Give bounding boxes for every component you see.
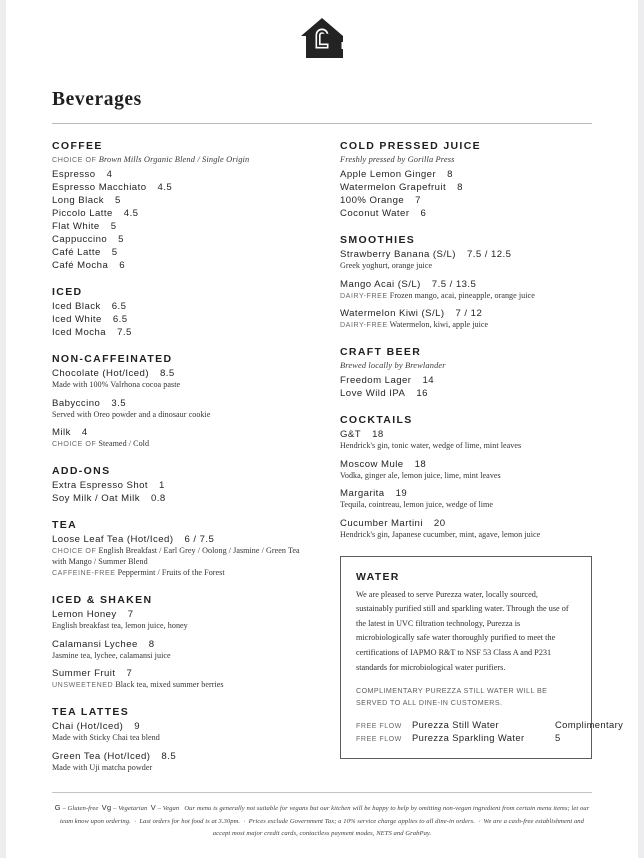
- menu-item-price: 8.5: [159, 368, 175, 379]
- section-title: CRAFT BEER: [340, 346, 422, 359]
- right-column: [322, 140, 624, 759]
- footer-key-vg: Vg: [101, 803, 112, 813]
- menu-item: [52, 260, 304, 271]
- menu-section-tea-lattes: [52, 706, 304, 773]
- section-subtitle-text: Brown Mills Organic Blend / Single Origin: [98, 155, 250, 164]
- section-subtitle: [340, 361, 592, 370]
- menu-item-description: [340, 530, 592, 541]
- menu-item-description-text: Hendrick's gin, tonic water, wedge of lime, mint leaves: [340, 441, 522, 451]
- menu-item-line: [52, 301, 304, 312]
- menu-item: [52, 639, 304, 662]
- section-subtitle: [52, 155, 304, 164]
- menu-item-name: Calamansi Lychee: [52, 638, 138, 650]
- menu-item: [340, 169, 592, 180]
- section-title: COLD PRESSED JUICE: [340, 140, 481, 152]
- menu-item: [340, 488, 592, 511]
- menu-item-name: Flat White: [52, 221, 100, 232]
- menu-section-cocktails: [340, 414, 592, 541]
- menu-item-description: [340, 441, 592, 452]
- menu-section-coffee: [52, 140, 304, 271]
- menu-item-tag-secondary: CAFFEINE-FREE: [52, 569, 116, 578]
- menu-item-name: 100% Orange: [340, 195, 405, 206]
- menu-item-price: 7: [127, 609, 134, 621]
- menu-item-name: Iced Black: [52, 301, 101, 312]
- menu-item-description: [52, 680, 304, 691]
- menu-item-price: 5: [110, 221, 117, 232]
- menu-columns: [52, 140, 624, 788]
- menu-item-price: 6: [420, 208, 427, 219]
- menu-section-craft-beer: [340, 346, 592, 399]
- menu-item-name: Green Tea (Hot/Iced): [52, 750, 151, 762]
- menu-item: [52, 169, 304, 180]
- menu-item-description-text: Greek yoghurt, orange juice: [340, 261, 433, 270]
- menu-item-description: [340, 320, 592, 331]
- menu-item-price: 4: [81, 427, 88, 439]
- menu-item-description-secondary-text: Peppermint / Fruits of the Forest: [117, 568, 225, 578]
- menu-item-description: [52, 733, 304, 744]
- water-box-title: WATER: [356, 570, 400, 583]
- section-title: TEA LATTES: [52, 706, 130, 719]
- menu-item-name: Mango Acai (S/L): [340, 278, 421, 290]
- menu-item-name: Piccolo Latte: [52, 208, 113, 219]
- footer-divider: [52, 792, 592, 793]
- section-title: TEA: [52, 519, 78, 532]
- menu-item-description-text: Tequila, cointreau, lemon juice, wedge of lime: [340, 500, 493, 510]
- menu-item: [52, 493, 304, 504]
- menu-item-description: [52, 621, 304, 632]
- menu-item-line: [52, 195, 304, 206]
- menu-section-smoothies: [340, 234, 592, 331]
- menu-item-price: 18: [372, 429, 384, 441]
- section-subtitle-tag: CHOICE OF: [52, 155, 97, 164]
- menu-item-price: 7.5 / 13.5: [431, 278, 477, 290]
- menu-item-description: [340, 471, 592, 482]
- menu-item-line: [52, 182, 304, 193]
- footer-note-2: Last orders for hot food is at 3.30pm.: [139, 817, 241, 825]
- menu-item: [340, 182, 592, 193]
- section-title: ICED: [52, 286, 83, 298]
- menu-item-line: [52, 314, 304, 325]
- menu-item-name: Long Black: [52, 195, 104, 206]
- menu-item-tag: DAIRY-FREE: [340, 321, 388, 330]
- menu-item-name: Love Wild IPA: [340, 388, 406, 400]
- menu-item-line: [52, 493, 304, 504]
- menu-item-price: 8.5: [161, 750, 177, 762]
- menu-item-price: 4: [106, 169, 113, 180]
- footer-legend: G – Gluten-free Vg – Vegetarian V – Vegan Our menu is generally not suitable for vegans but our kitchen will be happy to help by omitting non-vegan ingredient from certain menu items; let our team know upon ordering. · Last orders for hot food is at 3.30pm. · Prices exclude Government Tax; a 10% service charge applies to all dine-in orders. · We are a cash-free establishment and accept most major credit cards, contactless payment modes, NETS and GrabPay.: [54, 803, 590, 837]
- footer-key-g: G: [54, 803, 61, 813]
- menu-item-description-text: Made with Uji matcha powder: [52, 762, 153, 772]
- menu-item-description-secondary: [52, 568, 304, 579]
- menu-item-name: Summer Fruit: [52, 668, 116, 680]
- menu-item: [52, 427, 304, 450]
- menu-item-description: [52, 380, 304, 391]
- menu-item-tag: UNSWEETENED: [52, 681, 114, 690]
- menu-item-line: [340, 195, 592, 206]
- menu-item: [52, 301, 304, 312]
- section-title: ADD-ONS: [52, 465, 111, 478]
- menu-item-price: 8: [447, 169, 453, 180]
- menu-item-price: 8: [457, 182, 463, 193]
- menu-item-name: Iced White: [52, 314, 102, 325]
- menu-item-description-text: Jasmine tea, lychee, calamansi juice: [52, 650, 171, 660]
- menu-item-line: [340, 375, 592, 386]
- menu-item-price: 0.8: [150, 493, 166, 505]
- menu-item: [52, 195, 304, 206]
- menu-item: [340, 388, 592, 399]
- menu-item-line: [52, 368, 304, 379]
- menu-item-description-text: Watermelon, kiwi, apple juice: [389, 320, 489, 330]
- water-row-tag: FREE FLOW: [356, 735, 402, 744]
- water-row: [356, 732, 576, 743]
- menu-section-non-caffeinated: [52, 353, 304, 450]
- menu-item-name: Strawberry Banana (S/L): [340, 249, 456, 260]
- menu-item: [52, 327, 304, 338]
- section-title: COCKTAILS: [340, 414, 413, 427]
- menu-item-price: 6.5: [111, 301, 127, 312]
- menu-item-name: Babyccino: [52, 397, 101, 409]
- menu-item-price: 7 / 12: [455, 308, 483, 320]
- menu-item-description-text: Served with Oreo powder and a dinosaur cookie: [52, 409, 211, 419]
- section-subtitle: [340, 155, 592, 164]
- menu-item-line: [340, 249, 592, 260]
- water-box-rows: [356, 719, 624, 744]
- water-row-name: Purezza Sparkling Water: [412, 732, 525, 744]
- menu-item-price: 5: [118, 234, 124, 245]
- menu-item-description-text: Steamed / Cold: [98, 439, 150, 449]
- menu-item: [52, 398, 304, 421]
- menu-item-price: 5: [111, 247, 118, 258]
- menu-item-line: [340, 182, 592, 193]
- menu-item-price: 16: [416, 388, 428, 400]
- water-row-name: Purezza Still Water: [412, 719, 499, 731]
- section-subtitle-text: Freshly pressed by Gorilla Press: [340, 155, 455, 164]
- menu-item-description-text: English Breakfast / Earl Grey / Oolong / Jasmine / Green Tea with Mango / Summer Blend: [52, 546, 300, 566]
- menu-item-line: [340, 459, 592, 470]
- menu-item: [52, 314, 304, 325]
- menu-item-line: [52, 609, 304, 620]
- title-block: [52, 89, 592, 124]
- menu-item: [340, 308, 592, 331]
- menu-item-line: [340, 518, 592, 529]
- water-box: [340, 556, 624, 760]
- menu-item-description: [340, 500, 592, 511]
- footer-key-v-label: Vegan: [162, 805, 180, 813]
- menu-item-name: Watermelon Kiwi (S/L): [340, 308, 445, 320]
- menu-item: [340, 375, 592, 386]
- menu-item: [52, 668, 304, 691]
- menu-item: [52, 480, 304, 491]
- page-title: Beverages: [52, 89, 142, 110]
- menu-section-tea: [52, 519, 304, 579]
- menu-item-line: [340, 388, 592, 399]
- footer-key-g-label: Gluten-free: [67, 805, 99, 813]
- menu-item-name: Milk: [52, 427, 71, 439]
- menu-item-description: [340, 261, 592, 272]
- menu-item-price: 9: [134, 721, 141, 733]
- house-logo-icon: [300, 17, 344, 63]
- menu-item-tag: CHOICE OF: [52, 547, 97, 556]
- menu-item-line: [340, 279, 592, 290]
- menu-item-line: [340, 208, 592, 219]
- menu-item-description-text: Made with 100% Valrhona cocoa paste: [52, 380, 181, 389]
- menu-item: [52, 182, 304, 193]
- section-title: NON-CAFFEINATED: [52, 353, 173, 365]
- menu-item-name: Café Mocha: [52, 260, 109, 271]
- menu-item-price: 6: [119, 260, 126, 271]
- menu-item-description: [52, 763, 304, 774]
- menu-item-line: [52, 327, 304, 338]
- menu-item: [340, 518, 592, 541]
- menu-item-description: [340, 291, 592, 302]
- menu-item-price: 7.5: [117, 327, 132, 338]
- menu-item-name: Apple Lemon Ginger: [340, 169, 437, 180]
- section-title: SMOOTHIES: [340, 234, 416, 246]
- menu-item-name: Espresso: [52, 169, 96, 180]
- menu-item-name: Iced Mocha: [52, 327, 107, 338]
- menu-item-description-text: Hendrick's gin, Japanese cucumber, mint, agave, lemon juice: [340, 530, 541, 540]
- menu-item-price: 3.5: [111, 397, 127, 409]
- menu-item-line: [52, 480, 304, 491]
- menu-item-line: [52, 398, 304, 409]
- menu-item: [52, 234, 304, 245]
- menu-item-line: [340, 308, 592, 319]
- menu-item-line: [52, 169, 304, 180]
- menu-item-line: [52, 639, 304, 650]
- menu-item-description: [52, 651, 304, 662]
- section-title: COFFEE: [52, 140, 103, 152]
- menu-item: [340, 429, 592, 452]
- menu-item-description-text: English breakfast tea, lemon juice, honey: [52, 621, 188, 631]
- menu-section-iced: [52, 286, 304, 338]
- menu-item-name: Extra Espresso Shot: [52, 480, 148, 492]
- menu-item-line: [52, 208, 304, 219]
- menu-item-name: Espresso Macchiato: [52, 182, 147, 193]
- water-row-price: Complimentary: [555, 719, 624, 731]
- menu-item: [52, 368, 304, 391]
- menu-item-line: [52, 721, 304, 732]
- footer-note-4: We are a cash-free establishment and accept most major credit cards, contactless payment modes, NETS and GrabPay.: [212, 817, 585, 837]
- menu-item-price: 19: [395, 488, 408, 500]
- menu-item-line: [340, 429, 592, 440]
- title-divider: [52, 123, 592, 124]
- menu-item-line: [52, 534, 304, 545]
- menu-item-line: [52, 751, 304, 762]
- menu-item-price: 5: [114, 195, 121, 206]
- footer-note-3: Prices exclude Government Tax; a 10% service charge applies to all dine-in orders.: [248, 817, 475, 825]
- menu-item-line: [52, 221, 304, 232]
- menu-item: [340, 459, 592, 482]
- logo-container: [0, 0, 644, 63]
- menu-item-line: [52, 234, 304, 245]
- menu-item-name: Chocolate (Hot/Iced): [52, 368, 149, 379]
- menu-item-description: [52, 546, 304, 567]
- menu-item-description-text: Vodka, ginger ale, lemon juice, lime, mint leaves: [340, 470, 501, 480]
- menu-item-tag: CHOICE OF: [52, 440, 97, 449]
- menu-item: [52, 721, 304, 744]
- menu-item-price: 4.5: [123, 208, 139, 219]
- menu-item-line: [52, 668, 304, 679]
- menu-section-iced-shaken: [52, 594, 304, 691]
- menu-item-price: 7: [415, 195, 421, 206]
- menu-item-name: G&T: [340, 429, 362, 441]
- water-box-note: COMPLIMENTARY PUREZZA STILL WATER WILL BE SERVED TO ALL DINE-IN CUSTOMERS.: [356, 687, 548, 707]
- menu-item-description: [52, 439, 304, 450]
- menu-item-price: 20: [433, 518, 446, 530]
- menu-item-name: Lemon Honey: [52, 609, 117, 621]
- menu-item-name: Loose Leaf Tea (Hot/Iced): [52, 534, 174, 546]
- footer-key-v: V: [150, 803, 157, 813]
- menu-item: [52, 208, 304, 219]
- section-title: ICED & SHAKEN: [52, 594, 153, 607]
- menu-item-line: [52, 427, 304, 438]
- water-box-paragraph: We are pleased to serve Purezza water, locally sourced, sustainably purified still and sparkling water. Through the use of the latest in UVC filtration technology, Purezza is microbiologically safe water thoroughly purified to meet the certifications of IAPMO R&T to NSF 53 Class A and P231 standards for microbiological water purifiers.: [356, 589, 569, 672]
- footer-note-1: Our menu is generally not suitable for vegans but our kitchen will be happy to help by omitting non-vegan ingredient from certain menu items; let our team know upon ordering.: [59, 805, 590, 825]
- menu-item: [340, 249, 592, 272]
- water-row: [356, 719, 624, 731]
- menu-item-line: [52, 247, 304, 258]
- menu-item-name: Watermelon Grapefruit: [340, 182, 447, 193]
- menu-item: [52, 534, 304, 579]
- menu-item-description: [52, 410, 304, 421]
- menu-item-price: 14: [422, 375, 435, 387]
- menu-item: [340, 208, 592, 219]
- menu-section-add-ons: [52, 465, 304, 504]
- menu-item-price: 7: [126, 668, 133, 680]
- menu-section-cold-pressed-juice: [340, 140, 592, 219]
- menu-item-name: Soy Milk / Oat Milk: [52, 493, 140, 505]
- menu-item: [52, 221, 304, 232]
- menu-item-price: 18: [414, 458, 427, 470]
- footer: [52, 792, 592, 840]
- menu-item-name: Café Latte: [52, 247, 101, 258]
- menu-item-line: [52, 260, 304, 271]
- menu-item-description-text: Black tea, mixed summer berries: [115, 680, 224, 690]
- water-row-tag: FREE FLOW: [356, 722, 402, 731]
- menu-item-price: 4.5: [157, 182, 173, 193]
- menu-item-price: 6.5: [112, 314, 128, 325]
- menu-item-price: 7.5 / 12.5: [466, 249, 512, 260]
- menu-item: [340, 279, 592, 302]
- menu-item-name: Freedom Lager: [340, 375, 412, 387]
- menu-item-tag: DAIRY-FREE: [340, 291, 388, 300]
- menu-item: [52, 247, 304, 258]
- menu-item-price: 8: [148, 638, 155, 650]
- menu-item-price: 1: [159, 480, 165, 492]
- menu-item-name: Moscow Mule: [340, 458, 404, 470]
- menu-item-description-text: Frozen mango, acai, pineapple, orange juice: [389, 290, 535, 300]
- water-row-price: 5: [555, 732, 561, 744]
- menu-item: [340, 195, 592, 206]
- menu-item-name: Cucumber Martini: [340, 518, 423, 530]
- menu-item-price: 6 / 7.5: [184, 534, 215, 546]
- footer-key-vg-label: Vegetarian: [118, 805, 148, 813]
- menu-item-name: Chai (Hot/Iced): [52, 721, 124, 733]
- menu-item-name: Coconut Water: [340, 208, 410, 219]
- menu-item: [52, 609, 304, 632]
- menu-item-line: [340, 488, 592, 499]
- menu-item-name: Cappuccino: [52, 234, 108, 245]
- section-subtitle-text: Brewed locally by Brewlander: [340, 361, 446, 371]
- menu-item: [52, 751, 304, 774]
- menu-item-name: Margarita: [340, 488, 385, 500]
- menu-item-description-text: Made with Sticky Chai tea blend: [52, 733, 160, 743]
- menu-item-line: [340, 169, 592, 180]
- left-column: [52, 140, 322, 788]
